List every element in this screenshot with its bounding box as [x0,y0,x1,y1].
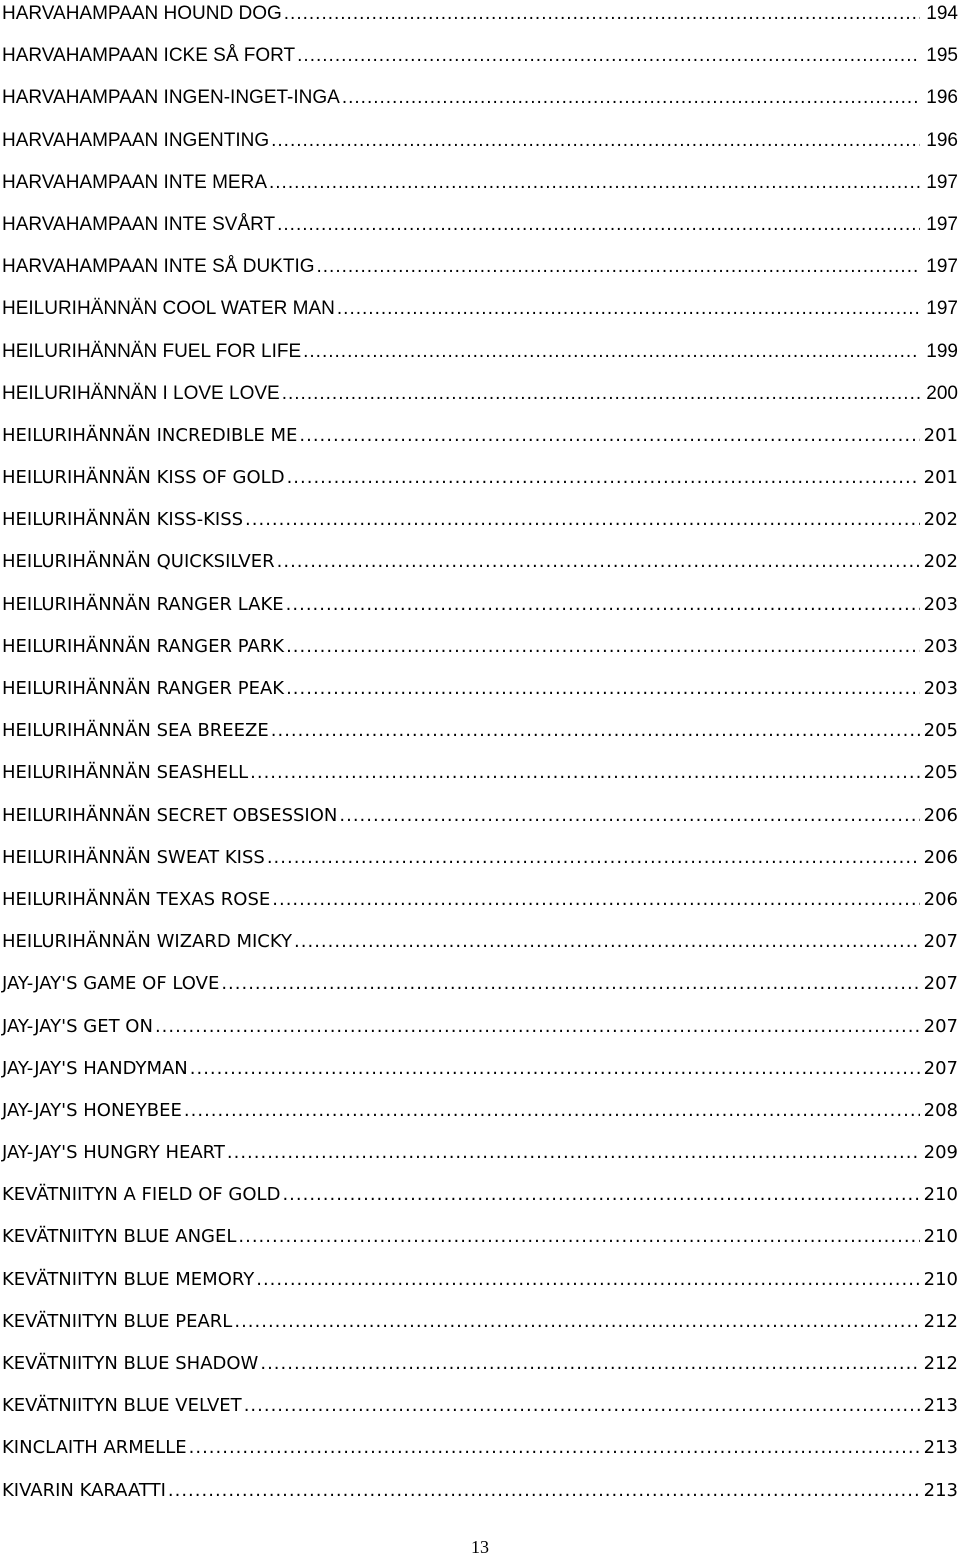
toc-entry[interactable] [2,1434,960,1476]
toc-entry-page: 213 [923,1437,958,1459]
toc-entry-page: 203 [923,678,958,699]
toc-entry-page: 212 [923,1353,958,1374]
dot-leader [284,0,920,28]
dot-leader [184,1097,920,1125]
toc-entry[interactable] [2,211,960,253]
toc-entry-page: 194 [926,3,958,24]
toc-entry-title: JAY-JAY'S HONEYBEE [2,1099,182,1121]
toc-entry[interactable] [2,1266,960,1308]
dot-leader [234,1308,920,1336]
toc-entry-page: 195 [926,45,958,67]
toc-entry[interactable] [2,928,960,970]
toc-entry[interactable] [2,1350,960,1392]
toc-entry-page: 202 [923,551,958,573]
toc-entry-title: KEVÄTNIITYN A FIELD OF GOLD [2,1184,281,1206]
toc-entry[interactable] [2,42,960,84]
toc-entry-title: HEILURIHÄNNÄN COOL WATER MAN [2,298,335,320]
toc-entry-page: 208 [923,1099,958,1121]
toc-entry-title: KIVARIN KARAATTI [2,1479,166,1501]
toc-entry[interactable] [2,84,960,126]
toc-entry-title: HEILURIHÄNNÄN RANGER PEAK [2,678,285,699]
toc-entry[interactable] [2,1477,960,1519]
dot-leader [250,759,920,787]
toc-entry-page: 203 [923,593,958,615]
dot-leader [245,506,920,534]
dot-leader [277,211,920,239]
toc-entry-title: JAY-JAY'S GAME OF LOVE [2,973,220,995]
toc-entry[interactable] [2,970,960,1012]
toc-entry-page: 207 [923,931,958,953]
dot-leader [337,295,920,323]
toc-entry-page: 205 [923,762,958,784]
dot-leader [168,1477,920,1505]
toc-entry-page: 212 [923,1310,958,1332]
toc-entry[interactable] [2,1097,960,1139]
toc-entry-page: 202 [923,509,958,531]
toc-entry-page: 213 [923,1395,958,1417]
dot-leader [297,42,920,70]
toc-entry[interactable] [2,844,960,886]
dot-leader [271,717,920,745]
toc-entry[interactable] [2,1223,960,1265]
toc-entry[interactable] [2,717,960,759]
toc-entry[interactable] [2,127,960,169]
dot-leader [271,127,920,155]
dot-leader [189,1434,920,1462]
toc-entry[interactable] [2,506,960,548]
toc-entry-title: HARVAHAMPAAN INGENTING [2,129,270,151]
toc-entry-page: 197 [926,213,958,235]
dot-leader [287,464,920,492]
dot-leader [317,253,921,281]
dot-leader [286,591,920,619]
dot-leader [286,675,920,703]
toc-entry-title: HEILURIHÄNNÄN KISS-KISS [2,509,244,531]
toc-entry-title: HARVAHAMPAAN INGEN-INGET-INGA [2,87,340,109]
toc-entry-title: HEILURIHÄNNÄN I LOVE LOVE [2,382,280,404]
toc-entry[interactable] [2,1181,960,1223]
toc-entry-title: HARVAHAMPAAN ICKE SÅ FORT [2,45,296,67]
toc-entry-page: 210 [923,1226,958,1248]
toc-entry[interactable] [2,1139,960,1181]
toc-entry[interactable] [2,253,960,295]
toc-entry-page: 206 [923,846,958,868]
toc-entry-title: KEVÄTNIITYN BLUE SHADOW [2,1353,259,1374]
toc-entry[interactable] [2,675,960,717]
toc-entry-title: JAY-JAY'S HANDYMAN [2,1057,188,1079]
toc-entry-title: HEILURIHÄNNÄN SWEAT KISS [2,846,265,868]
dot-leader [155,1013,920,1041]
toc-entry-page: 213 [923,1479,958,1501]
toc-entry-title: HEILURIHÄNNÄN KISS OF GOLD [2,467,285,489]
toc-entry-page: 197 [926,298,958,320]
toc-entry-page: 206 [923,804,958,826]
dot-leader [299,422,920,450]
toc-entry-title: HEILURIHÄNNÄN SECRET OBSESSION [2,804,338,826]
toc-entry-page: 205 [923,720,958,742]
toc-entry[interactable] [2,1308,960,1350]
toc-entry-title: HARVAHAMPAAN INTE SÅ DUKTIG [2,256,315,278]
dot-leader [339,802,920,830]
toc-entry-title: KEVÄTNIITYN BLUE PEARL [2,1310,233,1332]
toc-entry[interactable] [2,633,960,675]
toc-entry-title: HEILURIHÄNNÄN RANGER PARK [2,635,285,657]
toc-entry[interactable] [2,169,960,211]
toc-entry-page: 210 [923,1184,958,1206]
toc-entry-title: HEILURIHÄNNÄN FUEL FOR LIFE [2,340,302,362]
toc-entry-title: KEVÄTNIITYN BLUE ANGEL [2,1226,237,1248]
toc-entry-page: 196 [926,129,958,151]
toc-entry-page: 207 [923,1057,958,1079]
toc-entry[interactable] [2,1392,960,1434]
dot-leader [342,84,920,112]
toc-entry[interactable] [2,591,960,633]
toc-entry-title: HEILURIHÄNNÄN RANGER LAKE [2,593,284,615]
page-number: 13 [471,1537,489,1557]
toc-entry-page: 200 [926,382,958,404]
toc-entry-title: KINCLAITH ARMELLE [2,1437,187,1459]
toc-entry-page: 207 [923,973,958,995]
dot-leader [282,380,920,408]
dot-leader [221,970,920,998]
toc-entry-page: 197 [926,171,958,193]
toc-entry[interactable] [2,295,960,337]
toc-entry-title: JAY-JAY'S GET ON [2,1015,153,1037]
toc-entry[interactable] [2,380,960,422]
toc-entry-title: HARVAHAMPAAN INTE SVÅRT [2,213,276,235]
toc-entry-page: 201 [923,424,958,446]
dot-leader [256,1266,920,1294]
toc-entry-page: 196 [926,87,958,109]
toc-entry-page: 197 [926,256,958,278]
dot-leader [294,928,920,956]
toc-entry-page: 201 [923,467,958,489]
dot-leader [303,338,920,366]
dot-leader [190,1055,920,1083]
toc-entry-title: HARVAHAMPAAN INTE MERA [2,171,267,193]
toc-entry[interactable] [2,1055,960,1097]
toc-entry-page: 206 [923,888,958,910]
toc-entry-title: HEILURIHÄNNÄN WIZARD MICKY [2,931,293,953]
toc-entry-title: HEILURIHÄNNÄN SEASHELL [2,762,249,784]
toc-entry-title: KEVÄTNIITYN BLUE MEMORY [2,1268,255,1290]
dot-leader [272,886,920,914]
toc-entry-page: 209 [923,1142,958,1164]
table-of-contents [2,0,960,1519]
toc-entry-title: HEILURIHÄNNÄN QUICKSILVER [2,551,275,573]
toc-entry-title: KEVÄTNIITYN BLUE VELVET [2,1395,242,1417]
dot-leader [227,1139,920,1167]
toc-entry-title: HEILURIHÄNNÄN INCREDIBLE ME [2,424,298,446]
dot-leader [260,1350,920,1378]
toc-entry[interactable] [2,1013,960,1055]
toc-entry[interactable] [2,759,960,801]
toc-entry-title: JAY-JAY'S HUNGRY HEART [2,1142,225,1164]
dot-leader [269,169,920,197]
dot-leader [244,1392,920,1420]
toc-entry-title: HARVAHAMPAAN HOUND DOG [2,3,282,24]
toc-entry-page: 203 [923,635,958,657]
toc-entry[interactable] [2,422,960,464]
dot-leader [238,1223,920,1251]
toc-entry-page: 207 [923,1015,958,1037]
dot-leader [282,1181,920,1209]
dot-leader [286,633,920,661]
toc-entry[interactable] [2,886,960,928]
toc-entry[interactable] [2,338,960,380]
toc-entry-page: 199 [926,340,958,362]
toc-entry[interactable] [2,548,960,590]
toc-entry-page: 210 [923,1268,958,1290]
toc-entry[interactable] [2,464,960,506]
toc-entry[interactable] [2,0,960,42]
toc-entry-title: HEILURIHÄNNÄN TEXAS ROSE [2,888,271,910]
toc-entry[interactable] [2,802,960,844]
toc-entry-title: HEILURIHÄNNÄN SEA BREEZE [2,720,269,742]
dot-leader [277,548,920,576]
dot-leader [267,844,920,872]
